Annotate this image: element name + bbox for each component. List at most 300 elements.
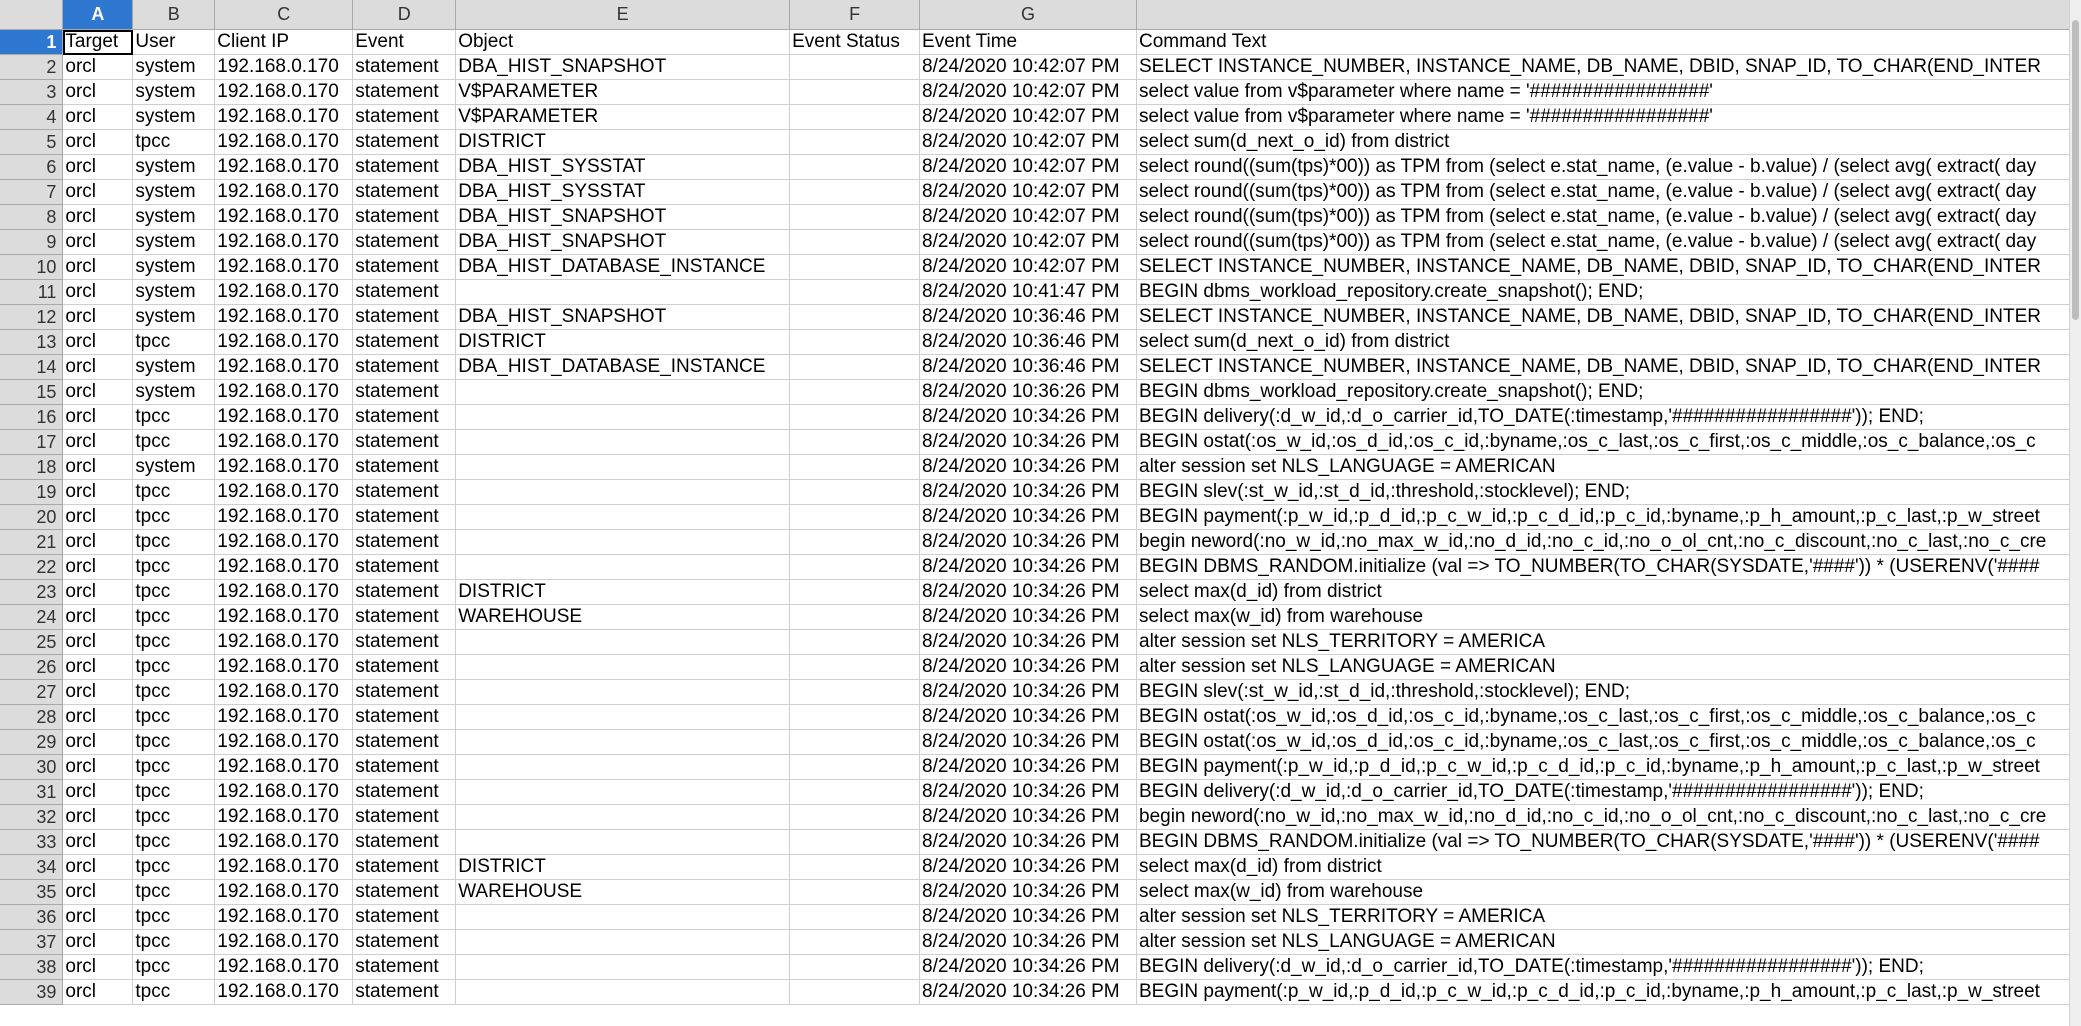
cell[interactable]: [790, 480, 920, 505]
cell[interactable]: BEGIN DBMS_RANDOM.initialize (val => TO_NUMBER(TO_CHAR(SYSDATE,'####')) * (USERENV('####: [1137, 555, 2070, 580]
row-header[interactable]: 30: [0, 755, 63, 780]
cell[interactable]: orcl: [63, 105, 133, 130]
cell[interactable]: orcl: [63, 930, 133, 955]
cell[interactable]: statement: [353, 180, 456, 205]
cell[interactable]: tpcc: [133, 330, 215, 355]
cell[interactable]: [456, 805, 790, 830]
cell[interactable]: 192.168.0.170: [215, 55, 353, 80]
cell[interactable]: orcl: [63, 580, 133, 605]
cell[interactable]: DBA_HIST_SNAPSHOT: [456, 55, 790, 80]
cell[interactable]: 192.168.0.170: [215, 155, 353, 180]
cell[interactable]: orcl: [63, 680, 133, 705]
cell[interactable]: 8/24/2020 10:34:26 PM: [920, 555, 1137, 580]
cell[interactable]: statement: [353, 155, 456, 180]
row-header[interactable]: 36: [0, 905, 63, 930]
cell[interactable]: system: [133, 105, 215, 130]
cell[interactable]: [790, 355, 920, 380]
cell[interactable]: 8/24/2020 10:34:26 PM: [920, 580, 1137, 605]
cell[interactable]: [790, 130, 920, 155]
cell[interactable]: statement: [353, 905, 456, 930]
row-header[interactable]: 39: [0, 980, 63, 1005]
cell[interactable]: statement: [353, 105, 456, 130]
cell[interactable]: [790, 380, 920, 405]
cell[interactable]: 192.168.0.170: [215, 755, 353, 780]
cell[interactable]: system: [133, 455, 215, 480]
cell[interactable]: 192.168.0.170: [215, 405, 353, 430]
cell[interactable]: 8/24/2020 10:42:07 PM: [920, 230, 1137, 255]
cell[interactable]: [790, 705, 920, 730]
cell[interactable]: orcl: [63, 980, 133, 1005]
cell[interactable]: BEGIN payment(:p_w_id,:p_d_id,:p_c_w_id,:p_c_d_id,:p_c_id,:byname,:p_h_amount,:p_c_last,:p_w_street: [1137, 755, 2070, 780]
cell[interactable]: statement: [353, 330, 456, 355]
cell[interactable]: statement: [353, 830, 456, 855]
cell[interactable]: orcl: [63, 230, 133, 255]
cell[interactable]: 192.168.0.170: [215, 955, 353, 980]
cell[interactable]: DISTRICT: [456, 855, 790, 880]
cell[interactable]: 192.168.0.170: [215, 630, 353, 655]
cell[interactable]: system: [133, 205, 215, 230]
cell[interactable]: DBA_HIST_SYSSTAT: [456, 180, 790, 205]
cell[interactable]: select max(d_id) from district: [1137, 580, 2070, 605]
cell[interactable]: [456, 930, 790, 955]
column-header-blank[interactable]: [1137, 0, 2070, 30]
cell[interactable]: BEGIN delivery(:d_w_id,:d_o_carrier_id,TO_DATE(:timestamp,'#################')); END;: [1137, 780, 2070, 805]
cell[interactable]: orcl: [63, 830, 133, 855]
cell[interactable]: tpcc: [133, 530, 215, 555]
cell[interactable]: [456, 430, 790, 455]
cell[interactable]: 192.168.0.170: [215, 555, 353, 580]
cell[interactable]: [456, 730, 790, 755]
cell[interactable]: select sum(d_next_o_id) from district: [1137, 330, 2070, 355]
cell[interactable]: [790, 555, 920, 580]
cell[interactable]: 8/24/2020 10:34:26 PM: [920, 655, 1137, 680]
cell[interactable]: [456, 405, 790, 430]
cell[interactable]: [456, 555, 790, 580]
cell[interactable]: system: [133, 80, 215, 105]
cell[interactable]: WAREHOUSE: [456, 605, 790, 630]
cell[interactable]: system: [133, 155, 215, 180]
cell[interactable]: [790, 505, 920, 530]
cell[interactable]: orcl: [63, 455, 133, 480]
cell[interactable]: orcl: [63, 330, 133, 355]
cell[interactable]: select round((sum(tps)*00)) as TPM from (select e.stat_name, (e.value - b.value) / (select avg( extract( day: [1137, 155, 2070, 180]
cell[interactable]: system: [133, 255, 215, 280]
cell[interactable]: [790, 105, 920, 130]
cell[interactable]: BEGIN ostat(:os_w_id,:os_d_id,:os_c_id,:byname,:os_c_last,:os_c_first,:os_c_middle,:os_c_balance,:os_c: [1137, 730, 2070, 755]
cell[interactable]: DISTRICT: [456, 580, 790, 605]
cell[interactable]: statement: [353, 755, 456, 780]
cell[interactable]: BEGIN delivery(:d_w_id,:d_o_carrier_id,TO_DATE(:timestamp,'#################')); END;: [1137, 405, 2070, 430]
cell[interactable]: BEGIN dbms_workload_repository.create_snapshot(); END;: [1137, 380, 2070, 405]
cell[interactable]: tpcc: [133, 130, 215, 155]
cell[interactable]: 8/24/2020 10:42:07 PM: [920, 180, 1137, 205]
row-header[interactable]: 18: [0, 455, 63, 480]
cell[interactable]: 192.168.0.170: [215, 255, 353, 280]
cell[interactable]: 8/24/2020 10:42:07 PM: [920, 205, 1137, 230]
cell[interactable]: BEGIN payment(:p_w_id,:p_d_id,:p_c_w_id,:p_c_d_id,:p_c_id,:byname,:p_h_amount,:p_c_last,:p_w_street: [1137, 980, 2070, 1005]
cell[interactable]: [790, 330, 920, 355]
cell[interactable]: BEGIN ostat(:os_w_id,:os_d_id,:os_c_id,:byname,:os_c_last,:os_c_first,:os_c_middle,:os_c_balance,:os_c: [1137, 705, 2070, 730]
cell[interactable]: statement: [353, 430, 456, 455]
cell[interactable]: orcl: [63, 730, 133, 755]
cell[interactable]: statement: [353, 455, 456, 480]
cell[interactable]: statement: [353, 780, 456, 805]
row-header[interactable]: 10: [0, 255, 63, 280]
cell[interactable]: [456, 780, 790, 805]
cell[interactable]: [456, 755, 790, 780]
cell[interactable]: statement: [353, 355, 456, 380]
cell[interactable]: orcl: [63, 705, 133, 730]
cell[interactable]: DISTRICT: [456, 330, 790, 355]
cell[interactable]: V$PARAMETER: [456, 80, 790, 105]
row-header[interactable]: 25: [0, 630, 63, 655]
cell[interactable]: SELECT INSTANCE_NUMBER, INSTANCE_NAME, DB_NAME, DBID, SNAP_ID, TO_CHAR(END_INTER: [1137, 255, 2070, 280]
cell[interactable]: statement: [353, 130, 456, 155]
cell[interactable]: select max(w_id) from warehouse: [1137, 880, 2070, 905]
cell[interactable]: DISTRICT: [456, 130, 790, 155]
cell[interactable]: 192.168.0.170: [215, 230, 353, 255]
cell[interactable]: 8/24/2020 10:34:26 PM: [920, 705, 1137, 730]
select-all-corner[interactable]: [0, 0, 63, 30]
cell[interactable]: tpcc: [133, 580, 215, 605]
cell[interactable]: statement: [353, 680, 456, 705]
cell[interactable]: Object: [456, 30, 790, 55]
cell[interactable]: 8/24/2020 10:34:26 PM: [920, 830, 1137, 855]
cell[interactable]: [456, 280, 790, 305]
row-header[interactable]: 7: [0, 180, 63, 205]
cell[interactable]: 192.168.0.170: [215, 80, 353, 105]
cell[interactable]: [790, 980, 920, 1005]
cell[interactable]: orcl: [63, 555, 133, 580]
cell[interactable]: orcl: [63, 630, 133, 655]
column-header-c[interactable]: C: [215, 0, 353, 30]
row-header[interactable]: 34: [0, 855, 63, 880]
cell[interactable]: [790, 230, 920, 255]
cell[interactable]: begin neword(:no_w_id,:no_max_w_id,:no_d_id,:no_c_id,:no_o_ol_cnt,:no_c_discount,:no_c_last,:no_c_cre: [1137, 805, 2070, 830]
cell[interactable]: [790, 305, 920, 330]
row-header[interactable]: 35: [0, 880, 63, 905]
cell[interactable]: orcl: [63, 430, 133, 455]
cell[interactable]: [456, 830, 790, 855]
cell[interactable]: 8/24/2020 10:34:26 PM: [920, 880, 1137, 905]
cell[interactable]: User: [133, 30, 215, 55]
cell[interactable]: [456, 480, 790, 505]
cell[interactable]: [790, 205, 920, 230]
cell[interactable]: orcl: [63, 155, 133, 180]
cell[interactable]: 192.168.0.170: [215, 805, 353, 830]
cell[interactable]: 8/24/2020 10:34:26 PM: [920, 930, 1137, 955]
cell[interactable]: orcl: [63, 855, 133, 880]
cell[interactable]: statement: [353, 230, 456, 255]
cell[interactable]: select round((sum(tps)*00)) as TPM from (select e.stat_name, (e.value - b.value) / (select avg( extract( day: [1137, 230, 2070, 255]
cell[interactable]: 192.168.0.170: [215, 430, 353, 455]
cell[interactable]: [790, 255, 920, 280]
cell[interactable]: system: [133, 55, 215, 80]
cell[interactable]: statement: [353, 555, 456, 580]
cell[interactable]: system: [133, 305, 215, 330]
cell[interactable]: [790, 605, 920, 630]
cell[interactable]: [456, 680, 790, 705]
cell[interactable]: statement: [353, 505, 456, 530]
column-header-e[interactable]: E: [456, 0, 790, 30]
vertical-scrollbar[interactable]: [2069, 0, 2081, 1026]
cell[interactable]: statement: [353, 655, 456, 680]
cell[interactable]: 192.168.0.170: [215, 480, 353, 505]
cell[interactable]: statement: [353, 605, 456, 630]
cell[interactable]: 8/24/2020 10:36:26 PM: [920, 380, 1137, 405]
cell[interactable]: 8/24/2020 10:34:26 PM: [920, 430, 1137, 455]
cell[interactable]: [790, 655, 920, 680]
cell[interactable]: statement: [353, 255, 456, 280]
cell[interactable]: BEGIN delivery(:d_w_id,:d_o_carrier_id,TO_DATE(:timestamp,'#################')); END;: [1137, 955, 2070, 980]
cell[interactable]: statement: [353, 405, 456, 430]
cell[interactable]: orcl: [63, 130, 133, 155]
cell[interactable]: orcl: [63, 480, 133, 505]
column-header-f[interactable]: F: [790, 0, 920, 30]
cell[interactable]: [790, 180, 920, 205]
cell[interactable]: 8/24/2020 10:34:26 PM: [920, 805, 1137, 830]
cell[interactable]: [790, 530, 920, 555]
cell[interactable]: statement: [353, 480, 456, 505]
cell[interactable]: [790, 830, 920, 855]
cell[interactable]: 8/24/2020 10:34:26 PM: [920, 480, 1137, 505]
cell[interactable]: 192.168.0.170: [215, 580, 353, 605]
cell[interactable]: 192.168.0.170: [215, 730, 353, 755]
cell[interactable]: [456, 655, 790, 680]
cell[interactable]: Client IP: [215, 30, 353, 55]
row-header[interactable]: 16: [0, 405, 63, 430]
cell[interactable]: orcl: [63, 80, 133, 105]
row-header[interactable]: 19: [0, 480, 63, 505]
cell[interactable]: 192.168.0.170: [215, 455, 353, 480]
cell[interactable]: orcl: [63, 305, 133, 330]
cell[interactable]: statement: [353, 280, 456, 305]
cell[interactable]: orcl: [63, 180, 133, 205]
row-header[interactable]: 33: [0, 830, 63, 855]
cell[interactable]: system: [133, 355, 215, 380]
cell[interactable]: [790, 155, 920, 180]
row-header[interactable]: 4: [0, 105, 63, 130]
cell[interactable]: select value from v$parameter where name = '#################': [1137, 80, 2070, 105]
cell[interactable]: select round((sum(tps)*00)) as TPM from (select e.stat_name, (e.value - b.value) / (select avg( extract( day: [1137, 180, 2070, 205]
cell[interactable]: tpcc: [133, 905, 215, 930]
cell[interactable]: statement: [353, 630, 456, 655]
cell[interactable]: 192.168.0.170: [215, 880, 353, 905]
cell[interactable]: alter session set NLS_LANGUAGE = AMERICAN: [1137, 930, 2070, 955]
cell[interactable]: 8/24/2020 10:34:26 PM: [920, 405, 1137, 430]
row-header[interactable]: 20: [0, 505, 63, 530]
cell[interactable]: orcl: [63, 405, 133, 430]
cell[interactable]: statement: [353, 305, 456, 330]
cell[interactable]: orcl: [63, 880, 133, 905]
cell[interactable]: 192.168.0.170: [215, 905, 353, 930]
row-header[interactable]: 13: [0, 330, 63, 355]
cell[interactable]: statement: [353, 705, 456, 730]
cell[interactable]: 8/24/2020 10:34:26 PM: [920, 530, 1137, 555]
cell[interactable]: 8/24/2020 10:42:07 PM: [920, 255, 1137, 280]
cell[interactable]: tpcc: [133, 930, 215, 955]
row-header[interactable]: 1: [0, 30, 63, 55]
cell[interactable]: statement: [353, 805, 456, 830]
cell[interactable]: system: [133, 280, 215, 305]
cell[interactable]: statement: [353, 930, 456, 955]
cell[interactable]: [456, 955, 790, 980]
row-header[interactable]: 3: [0, 80, 63, 105]
column-header-a[interactable]: A: [63, 0, 133, 30]
cell[interactable]: [790, 55, 920, 80]
cell[interactable]: 8/24/2020 10:42:07 PM: [920, 155, 1137, 180]
cell[interactable]: 192.168.0.170: [215, 205, 353, 230]
cell[interactable]: tpcc: [133, 780, 215, 805]
cell[interactable]: alter session set NLS_TERRITORY = AMERICA: [1137, 630, 2070, 655]
row-header[interactable]: 29: [0, 730, 63, 755]
cell[interactable]: BEGIN DBMS_RANDOM.initialize (val => TO_NUMBER(TO_CHAR(SYSDATE,'####')) * (USERENV('####: [1137, 830, 2070, 855]
cell[interactable]: [456, 980, 790, 1005]
row-header[interactable]: 9: [0, 230, 63, 255]
cell[interactable]: DBA_HIST_SYSSTAT: [456, 155, 790, 180]
cell[interactable]: 8/24/2020 10:34:26 PM: [920, 855, 1137, 880]
cell[interactable]: statement: [353, 980, 456, 1005]
cell[interactable]: BEGIN payment(:p_w_id,:p_d_id,:p_c_w_id,:p_c_d_id,:p_c_id,:byname,:p_h_amount,:p_c_last,:p_w_street: [1137, 505, 2070, 530]
row-header[interactable]: 22: [0, 555, 63, 580]
cell[interactable]: 192.168.0.170: [215, 830, 353, 855]
row-header[interactable]: 28: [0, 705, 63, 730]
cell[interactable]: orcl: [63, 955, 133, 980]
scrollbar-thumb[interactable]: [2072, 20, 2079, 320]
cell[interactable]: 192.168.0.170: [215, 280, 353, 305]
cell[interactable]: [790, 455, 920, 480]
cell[interactable]: select value from v$parameter where name = '#################': [1137, 105, 2070, 130]
cell[interactable]: select round((sum(tps)*00)) as TPM from (select e.stat_name, (e.value - b.value) / (select avg( extract( day: [1137, 205, 2070, 230]
cell[interactable]: tpcc: [133, 955, 215, 980]
cell[interactable]: statement: [353, 530, 456, 555]
cell[interactable]: 8/24/2020 10:34:26 PM: [920, 780, 1137, 805]
cell[interactable]: statement: [353, 80, 456, 105]
cell[interactable]: orcl: [63, 655, 133, 680]
row-header[interactable]: 2: [0, 55, 63, 80]
cell[interactable]: SELECT INSTANCE_NUMBER, INSTANCE_NAME, DB_NAME, DBID, SNAP_ID, TO_CHAR(END_INTER: [1137, 355, 2070, 380]
row-header[interactable]: 24: [0, 605, 63, 630]
row-header[interactable]: 5: [0, 130, 63, 155]
cell[interactable]: [790, 430, 920, 455]
row-header[interactable]: 38: [0, 955, 63, 980]
cell[interactable]: statement: [353, 580, 456, 605]
cell[interactable]: statement: [353, 880, 456, 905]
cell[interactable]: 8/24/2020 10:42:07 PM: [920, 130, 1137, 155]
cell[interactable]: SELECT INSTANCE_NUMBER, INSTANCE_NAME, DB_NAME, DBID, SNAP_ID, TO_CHAR(END_INTER: [1137, 305, 2070, 330]
cell[interactable]: 192.168.0.170: [215, 530, 353, 555]
cell[interactable]: orcl: [63, 530, 133, 555]
cell[interactable]: tpcc: [133, 830, 215, 855]
cell[interactable]: statement: [353, 730, 456, 755]
cell[interactable]: [456, 505, 790, 530]
cell[interactable]: 8/24/2020 10:34:26 PM: [920, 955, 1137, 980]
cell[interactable]: 192.168.0.170: [215, 380, 353, 405]
cell[interactable]: 192.168.0.170: [215, 180, 353, 205]
cell[interactable]: orcl: [63, 355, 133, 380]
cell[interactable]: orcl: [63, 205, 133, 230]
row-header[interactable]: 12: [0, 305, 63, 330]
cell[interactable]: [790, 580, 920, 605]
row-header[interactable]: 8: [0, 205, 63, 230]
cell[interactable]: statement: [353, 55, 456, 80]
cell[interactable]: select sum(d_next_o_id) from district: [1137, 130, 2070, 155]
cell[interactable]: 192.168.0.170: [215, 930, 353, 955]
cell[interactable]: 8/24/2020 10:36:46 PM: [920, 355, 1137, 380]
cell[interactable]: 8/24/2020 10:34:26 PM: [920, 455, 1137, 480]
cell[interactable]: tpcc: [133, 430, 215, 455]
cell[interactable]: [790, 680, 920, 705]
cell[interactable]: [456, 530, 790, 555]
cell[interactable]: select max(d_id) from district: [1137, 855, 2070, 880]
cell[interactable]: tpcc: [133, 480, 215, 505]
cell[interactable]: statement: [353, 855, 456, 880]
cell[interactable]: 8/24/2020 10:34:26 PM: [920, 505, 1137, 530]
cell[interactable]: 8/24/2020 10:34:26 PM: [920, 980, 1137, 1005]
cell[interactable]: begin neword(:no_w_id,:no_max_w_id,:no_d_id,:no_c_id,:no_o_ol_cnt,:no_c_discount,:no_c_last,:no_c_cre: [1137, 530, 2070, 555]
cell[interactable]: [790, 755, 920, 780]
cell[interactable]: [790, 730, 920, 755]
cell[interactable]: select max(w_id) from warehouse: [1137, 605, 2070, 630]
cell[interactable]: 8/24/2020 10:34:26 PM: [920, 905, 1137, 930]
cell[interactable]: 8/24/2020 10:34:26 PM: [920, 755, 1137, 780]
cell[interactable]: Event Time: [920, 30, 1137, 55]
cell[interactable]: [790, 805, 920, 830]
cell[interactable]: Event Status: [790, 30, 920, 55]
row-header[interactable]: 27: [0, 680, 63, 705]
cell[interactable]: 192.168.0.170: [215, 705, 353, 730]
row-header[interactable]: 11: [0, 280, 63, 305]
cell[interactable]: statement: [353, 955, 456, 980]
cell[interactable]: [456, 380, 790, 405]
cell[interactable]: 8/24/2020 10:42:07 PM: [920, 80, 1137, 105]
cell[interactable]: 8/24/2020 10:34:26 PM: [920, 680, 1137, 705]
cell[interactable]: tpcc: [133, 705, 215, 730]
cell[interactable]: [456, 905, 790, 930]
cell[interactable]: 192.168.0.170: [215, 780, 353, 805]
cell[interactable]: orcl: [63, 55, 133, 80]
cell[interactable]: [456, 455, 790, 480]
cell[interactable]: Event: [353, 30, 456, 55]
row-header[interactable]: 26: [0, 655, 63, 680]
cell[interactable]: BEGIN slev(:st_w_id,:st_d_id,:threshold,:stocklevel); END;: [1137, 480, 2070, 505]
cell[interactable]: orcl: [63, 805, 133, 830]
cell[interactable]: 192.168.0.170: [215, 305, 353, 330]
cell[interactable]: DBA_HIST_DATABASE_INSTANCE: [456, 355, 790, 380]
cell[interactable]: BEGIN dbms_workload_repository.create_snapshot(); END;: [1137, 280, 2070, 305]
cell[interactable]: 192.168.0.170: [215, 130, 353, 155]
cell[interactable]: [790, 405, 920, 430]
cell[interactable]: alter session set NLS_LANGUAGE = AMERICAN: [1137, 455, 2070, 480]
cell[interactable]: 192.168.0.170: [215, 855, 353, 880]
cell[interactable]: WAREHOUSE: [456, 880, 790, 905]
cell[interactable]: [790, 280, 920, 305]
cell[interactable]: 192.168.0.170: [215, 505, 353, 530]
column-header-g[interactable]: G: [920, 0, 1137, 30]
cell[interactable]: 8/24/2020 10:41:47 PM: [920, 280, 1137, 305]
cell[interactable]: orcl: [63, 255, 133, 280]
cell[interactable]: tpcc: [133, 680, 215, 705]
cell[interactable]: [456, 705, 790, 730]
cell[interactable]: system: [133, 230, 215, 255]
cell[interactable]: Command Text: [1137, 30, 2070, 55]
cell[interactable]: V$PARAMETER: [456, 105, 790, 130]
row-header[interactable]: 32: [0, 805, 63, 830]
cell[interactable]: system: [133, 180, 215, 205]
cell[interactable]: orcl: [63, 905, 133, 930]
cell[interactable]: 8/24/2020 10:34:26 PM: [920, 630, 1137, 655]
cell[interactable]: 192.168.0.170: [215, 605, 353, 630]
